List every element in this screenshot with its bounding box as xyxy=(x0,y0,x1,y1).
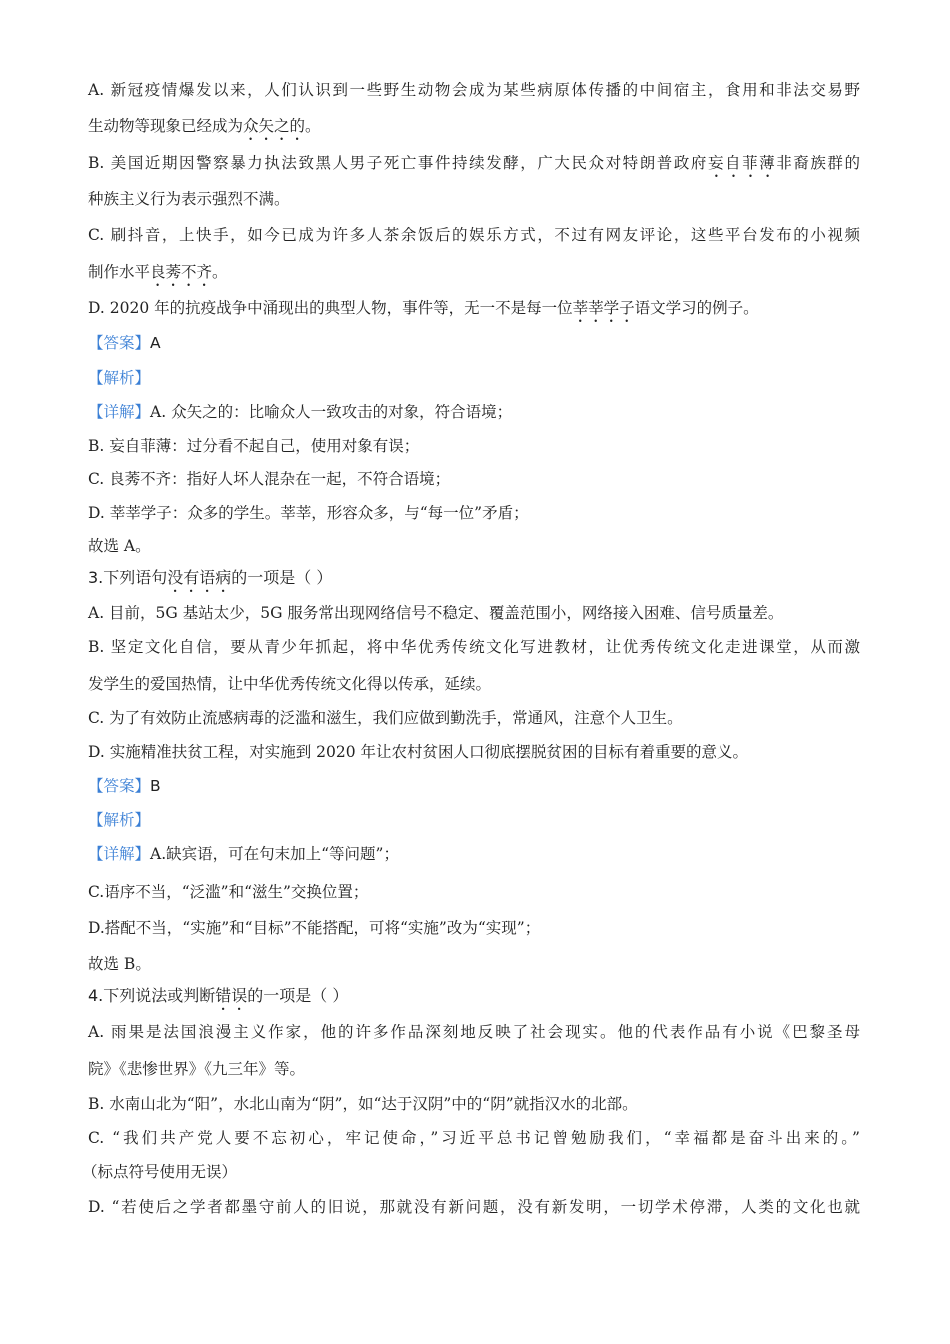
q3-stem: 3.下列语句没有语病的一项是（ ） xyxy=(88,568,333,587)
emphasized-phrase: 错误 xyxy=(215,986,248,1005)
q4-stem: 4.下列说法或判断错误的一项是（ ） xyxy=(88,986,349,1005)
q2-option-b-line2: 种族主义行为表示强烈不满。 xyxy=(88,190,290,208)
q2-option-a-line2: 生动物等现象已经成为众矢之的。 xyxy=(88,117,321,135)
emphasized-phrase: 众矢之的 xyxy=(243,117,306,135)
q2-detail-1: 【详解】A. 众矢之的：比喻众人一致攻击的对象，符合语境； xyxy=(88,403,513,421)
q3-option-b-line2: 发学生的爱国热情，让中华优秀传统文化得以传承，延续。 xyxy=(88,675,492,693)
q4-option-c-line1: C. “我们共产党人要不忘初心，牢记使命，”习近平总书记曾勉励我们，“幸福都是奋斗出来的。” xyxy=(88,1129,860,1147)
q4-option-c-line2: （标点符号使用无误） xyxy=(82,1163,238,1181)
q2-option-c-line2: 制作水平良莠不齐。 xyxy=(88,263,228,281)
detail-tag: 【详解】 xyxy=(88,403,151,421)
q3-option-a: A. 目前，5G 基站太少，5G 服务常出现网络信号不稳定、覆盖范围小，网络接入困难、信号质量差。 xyxy=(88,604,784,622)
emphasized-phrase: 莘莘学子 xyxy=(572,299,635,317)
q3-answer xyxy=(88,776,860,796)
q2-option-d: D. 2020 年的抗疫战争中涌现出的典型人物，事件等，无一不是每一位莘莘学子语文学习的例子。 xyxy=(88,299,759,317)
answer-value: A xyxy=(150,334,161,352)
q2-detail-3: C. 良莠不齐：指好人坏人混杂在一起，不符合语境； xyxy=(88,470,451,488)
q3-option-c: C. 为了有效防止流感病毒的泛滥和滋生，我们应做到勤洗手，常通风，注意个人卫生。 xyxy=(88,709,683,727)
q3-detail-1: 【详解】A.缺宾语，可在句末加上“等问题”； xyxy=(88,845,399,863)
q4-option-a-line2: 院》《悲惨世界》《九三年》等。 xyxy=(88,1060,306,1078)
q2-conclusion: 故选 A。 xyxy=(88,537,151,555)
answer-tag: 【答案】 xyxy=(88,777,151,795)
answer-tag: 【答案】 xyxy=(88,334,151,352)
q2-option-b-line1: B. 美国近期因警察暴力执法致黑人男子死亡事件持续发酵，广大民众对特朗普政府妄自菲薄非裔族群的 xyxy=(88,154,860,172)
answer-value: B xyxy=(150,777,161,795)
q3-option-d: D. 实施精准扶贫工程，对实施到 2020 年让农村贫困人口彻底摆脱贫困的目标有着重要的意义。 xyxy=(88,743,749,761)
q3-detail-3: D.搭配不当，“实施”和“目标”不能搭配，可将“实施”改为“实现”； xyxy=(88,919,541,937)
q2-detail-4: D. 莘莘学子：众多的学生。莘莘，形容众多，与“每一位”矛盾； xyxy=(88,504,529,522)
q2-answer xyxy=(88,333,860,353)
q4-option-a-line1: A. 雨果是法国浪漫主义作家，他的许多作品深刻地反映了社会现实。他的代表作品有小说《巴黎圣母 xyxy=(88,1023,860,1041)
q3-analysis-heading: 【解析】 xyxy=(88,811,151,829)
q2-option-a-line1: A. 新冠疫情爆发以来，人们认识到一些野生动物会成为某些病原体传播的中间宿主，食用和非法交易野 xyxy=(88,81,860,99)
emphasized-phrase: 良莠不齐 xyxy=(150,263,213,281)
q3-detail-2: C.语序不当，“泛滥”和“滋生”交换位置； xyxy=(88,883,369,901)
detail-tag: 【详解】 xyxy=(88,845,151,863)
q4-option-d-line1: D. “若使后之学者都墨守前人的旧说，那就没有新问题，没有新发明，一切学术停滞，人类的文化也就 xyxy=(88,1198,860,1216)
q2-analysis-heading: 【解析】 xyxy=(88,369,151,387)
q2-option-c-line1: C. 刷抖音，上快手，如今已成为许多人茶余饭后的娱乐方式，不过有网友评论，这些平台发布的小视频 xyxy=(88,226,860,244)
q3-conclusion: 故选 B。 xyxy=(88,955,151,973)
q2-detail-2: B. 妄自菲薄：过分看不起自己，使用对象有误； xyxy=(88,437,420,455)
emphasized-phrase: 没有语病 xyxy=(167,568,232,587)
q4-option-b: B. 水南山北为“阳”，水北山南为“阴”，如“达于汉阴”中的“阴”就指汉水的北部。 xyxy=(88,1095,638,1113)
q3-option-b-line1: B. 坚定文化自信，要从青少年抓起，将中华优秀传统文化写进教材，让优秀传统文化走进课堂，从而激 xyxy=(88,638,860,656)
emphasized-phrase: 妄自菲薄 xyxy=(707,154,777,172)
